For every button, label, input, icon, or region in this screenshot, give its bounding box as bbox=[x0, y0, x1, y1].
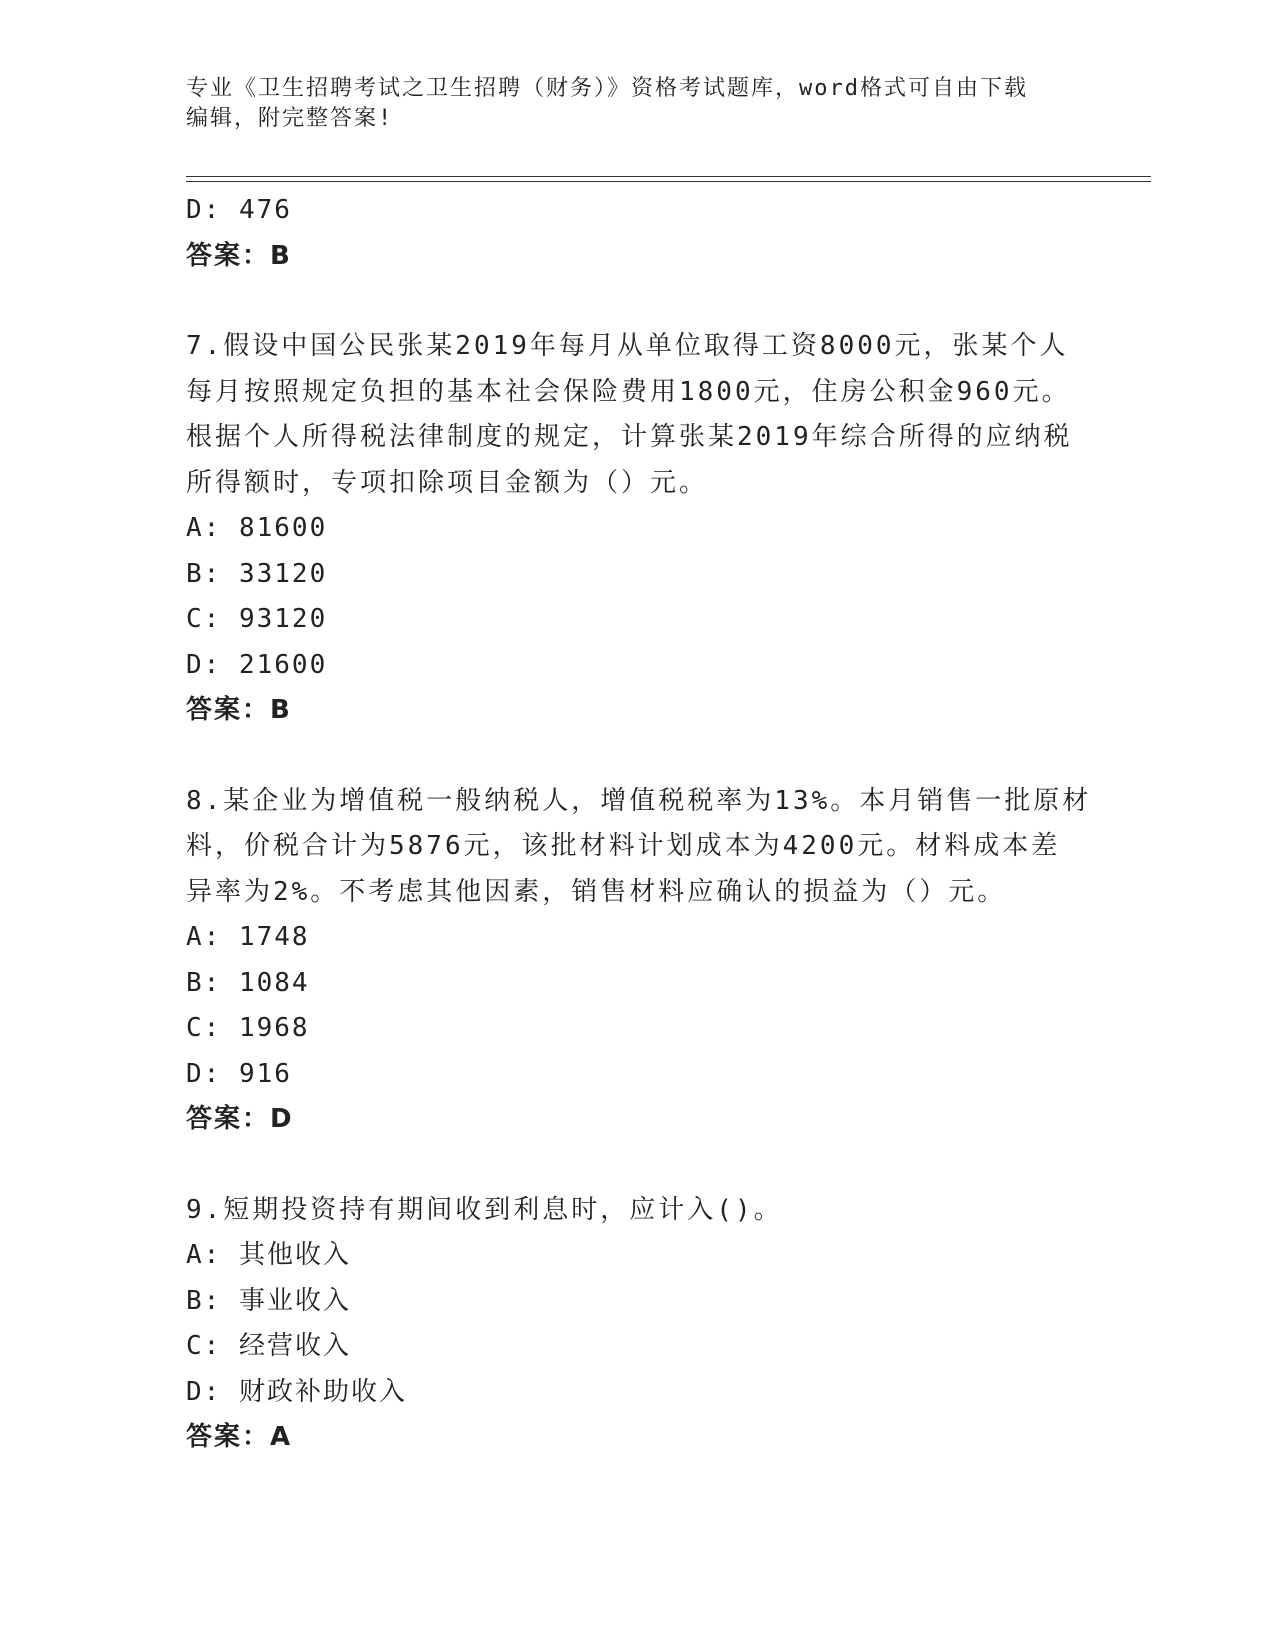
spacer bbox=[186, 279, 1086, 324]
question-8-answer: 答案：D bbox=[186, 1104, 294, 1134]
header-divider-top bbox=[186, 176, 1151, 177]
question-7-option-b: B: 33120 bbox=[186, 558, 328, 589]
question-7-stem-line-1: 7.假设中国公民张某2019年每月从单位取得工资8000元，张某个人 bbox=[186, 331, 1069, 361]
question-9-option-a: A: 其他收入 bbox=[186, 1240, 351, 1270]
spacer bbox=[186, 734, 1086, 779]
question-8-option-b: B: 1084 bbox=[186, 967, 310, 998]
question-8-stem-line-3: 异率为2%。不考虑其他因素，销售材料应确认的损益为（）元。 bbox=[186, 876, 1007, 907]
question-7-stem-line-4: 所得额时，专项扣除项目金额为（）元。 bbox=[186, 467, 709, 498]
question-8 bbox=[186, 779, 1092, 1143]
question-7-stem-line-2: 每月按照规定负担的基本社会保险费用1800元，住房公积金960元。 bbox=[186, 376, 1071, 407]
header-divider-bottom bbox=[186, 181, 1151, 182]
header-line-2: 编辑，附完整答案! bbox=[186, 106, 394, 131]
question-9-option-c: C: 经营收入 bbox=[186, 1331, 351, 1361]
prev-answer: 答案：B bbox=[186, 240, 292, 271]
question-7-answer: 答案：B bbox=[186, 695, 292, 725]
question-7-option-d: D: 21600 bbox=[186, 649, 328, 680]
question-8-stem-line-1: 8.某企业为增值税一般纳税人，增值税税率为13%。本月销售一批原材 bbox=[186, 785, 1092, 816]
question-9-option-d: D: 财政补助收入 bbox=[186, 1376, 407, 1407]
question-8-option-c: C: 1968 bbox=[186, 1013, 310, 1043]
header-line-1: 专业《卫生招聘考试之卫生招聘（财务）》资格考试题库，word格式可自由下载 bbox=[186, 76, 1028, 101]
question-7 bbox=[186, 324, 1086, 734]
prev-option-d: D: 476 bbox=[186, 195, 292, 225]
question-7-option-a: A: 81600 bbox=[186, 513, 328, 543]
question-9 bbox=[186, 1188, 1086, 1461]
document-header bbox=[186, 74, 1066, 134]
question-content bbox=[186, 188, 1092, 1461]
spacer bbox=[186, 1143, 1086, 1188]
question-8-option-a: A: 1748 bbox=[186, 922, 310, 952]
question-8-option-d: D: 916 bbox=[186, 1058, 292, 1089]
question-9-stem-line-1: 9.短期投资持有期间收到利息时，应计入()。 bbox=[186, 1194, 783, 1225]
question-8-stem-line-2: 料，价税合计为5876元，该批材料计划成本为4200元。材料成本差 bbox=[186, 831, 1061, 861]
question-7-option-c: C: 93120 bbox=[186, 604, 328, 634]
question-9-answer: 答案：A bbox=[186, 1422, 293, 1452]
question-9-option-b: B: 事业收入 bbox=[186, 1285, 351, 1316]
question-7-stem-line-3: 根据个人所得税法律制度的规定，计算张某2019年综合所得的应纳税 bbox=[186, 422, 1073, 452]
